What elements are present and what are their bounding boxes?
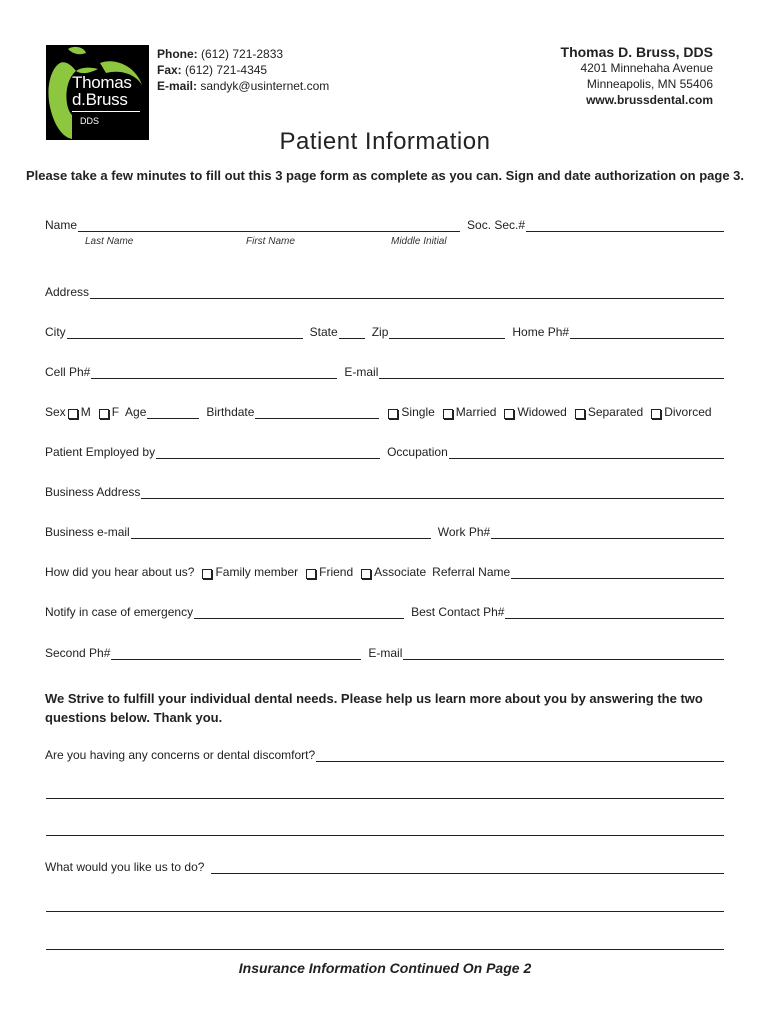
city-label: City bbox=[45, 325, 66, 339]
page-title: Patient Information bbox=[279, 128, 491, 155]
goals-row bbox=[45, 860, 725, 874]
office-city: Minneapolis, MN 55406 bbox=[586, 77, 713, 91]
referral-question: How did you hear about us? bbox=[45, 565, 195, 579]
second-email-label: E-mail bbox=[368, 646, 403, 660]
goals-field-3[interactable] bbox=[46, 937, 724, 950]
address-label: Address bbox=[45, 285, 90, 299]
sex-label: Sex bbox=[45, 405, 66, 419]
home-phone-field[interactable] bbox=[570, 326, 724, 339]
best-contact-label: Best Contact Ph# bbox=[411, 605, 505, 619]
ssn-field[interactable] bbox=[526, 219, 724, 232]
last-name-sublabel: Last Name bbox=[85, 236, 134, 247]
business-email-field[interactable] bbox=[131, 526, 431, 539]
name-label: Name bbox=[45, 218, 78, 232]
friend-label: Friend bbox=[319, 565, 354, 579]
concerns-row bbox=[45, 748, 725, 762]
fax-value: (612) 721-4345 bbox=[185, 63, 268, 77]
zip-field[interactable] bbox=[389, 326, 505, 339]
city-field[interactable] bbox=[67, 326, 303, 339]
phone-label: Phone: bbox=[157, 47, 198, 61]
employer-label: Patient Employed by bbox=[45, 445, 156, 459]
business-email-row bbox=[45, 525, 725, 539]
ssn-label: Soc. Sec.# bbox=[467, 218, 526, 232]
separated-checkbox[interactable] bbox=[575, 409, 585, 419]
state-label: State bbox=[309, 325, 338, 339]
strive-message: We Strive to fulfill your individual dental needs. Please help us learn more about you by answering the two questions below. Thank you. bbox=[45, 691, 703, 725]
sex-m-checkbox[interactable] bbox=[68, 409, 78, 419]
friend-checkbox[interactable] bbox=[306, 569, 316, 579]
family-member-checkbox[interactable] bbox=[202, 569, 212, 579]
associate-checkbox[interactable] bbox=[361, 569, 371, 579]
address-row bbox=[45, 285, 725, 299]
family-member-label: Family member bbox=[215, 565, 299, 579]
concerns-row-2 bbox=[45, 786, 725, 799]
best-contact-field[interactable] bbox=[505, 606, 724, 619]
employer-row bbox=[45, 445, 725, 459]
name-field[interactable] bbox=[78, 219, 460, 232]
work-phone-field[interactable] bbox=[491, 526, 724, 539]
second-email-field[interactable] bbox=[403, 647, 724, 660]
phone-value: (612) 721-2833 bbox=[201, 47, 284, 61]
business-address-field[interactable] bbox=[141, 486, 724, 499]
email-field-label: E-mail bbox=[344, 365, 379, 379]
middle-initial-sublabel: Middle Initial bbox=[391, 236, 447, 247]
emergency-row bbox=[45, 605, 725, 619]
goals-field-1[interactable] bbox=[211, 861, 724, 874]
state-field[interactable] bbox=[339, 326, 365, 339]
concerns-field-1[interactable] bbox=[316, 749, 724, 762]
second-phone-row bbox=[45, 646, 725, 660]
emergency-label: Notify in case of emergency bbox=[45, 605, 194, 619]
sex-m-label: M bbox=[80, 405, 91, 419]
email-label: E-mail: bbox=[157, 79, 198, 93]
doctor-name: Thomas D. Bruss, DDS bbox=[560, 44, 713, 60]
referral-name-label: Referral Name bbox=[432, 565, 511, 579]
sex-row bbox=[45, 405, 725, 419]
referral-name-field[interactable] bbox=[511, 566, 724, 579]
widowed-label: Widowed bbox=[517, 405, 567, 419]
emergency-field[interactable] bbox=[194, 606, 404, 619]
married-checkbox[interactable] bbox=[443, 409, 453, 419]
contact-block bbox=[157, 46, 329, 94]
logo-suffix: DDS bbox=[80, 116, 100, 126]
concerns-row-3 bbox=[45, 823, 725, 836]
logo-line2: d.Bruss bbox=[72, 90, 128, 109]
sex-f-label: F bbox=[111, 405, 120, 419]
first-name-sublabel: First Name bbox=[246, 236, 295, 247]
occupation-field[interactable] bbox=[449, 446, 724, 459]
separated-label: Separated bbox=[587, 405, 644, 419]
concerns-field-3[interactable] bbox=[46, 823, 724, 836]
goals-row-3 bbox=[45, 937, 725, 950]
logo-line1: Thomas bbox=[72, 73, 132, 92]
office-street: 4201 Minnehaha Avenue bbox=[580, 61, 713, 75]
footer-note: Insurance Information Continued On Page 2 bbox=[238, 960, 532, 976]
age-label: Age bbox=[125, 405, 147, 419]
referral-row bbox=[45, 565, 725, 579]
divorced-label: Divorced bbox=[664, 405, 712, 419]
concerns-question: Are you having any concerns or dental discomfort? bbox=[45, 748, 316, 762]
work-phone-label: Work Ph# bbox=[437, 525, 491, 539]
cell-field[interactable] bbox=[91, 366, 337, 379]
business-email-label: Business e-mail bbox=[45, 525, 130, 539]
business-address-label: Business Address bbox=[45, 485, 141, 499]
office-block bbox=[561, 44, 713, 108]
practice-logo bbox=[46, 45, 149, 140]
age-field[interactable] bbox=[147, 406, 199, 419]
birthdate-label: Birthdate bbox=[206, 405, 255, 419]
married-label: Married bbox=[455, 405, 497, 419]
occupation-label: Occupation bbox=[387, 445, 448, 459]
second-phone-field[interactable] bbox=[111, 647, 361, 660]
home-phone-label: Home Ph# bbox=[512, 325, 570, 339]
address-field[interactable] bbox=[90, 286, 724, 299]
sex-f-checkbox[interactable] bbox=[99, 409, 109, 419]
single-checkbox[interactable] bbox=[388, 409, 398, 419]
name-row bbox=[45, 218, 725, 232]
business-address-row bbox=[45, 485, 725, 499]
single-label: Single bbox=[401, 405, 435, 419]
second-phone-label: Second Ph# bbox=[45, 646, 111, 660]
widowed-checkbox[interactable] bbox=[504, 409, 514, 419]
instructions: Please take a few minutes to fill out this 3 page form as complete as you can. Sign and date authorization on page 3. bbox=[25, 168, 745, 183]
associate-label: Associate bbox=[374, 565, 427, 579]
city-row bbox=[45, 325, 725, 339]
fax-label: Fax: bbox=[157, 63, 182, 77]
office-website: www.brussdental.com bbox=[586, 93, 713, 107]
email-field[interactable] bbox=[379, 366, 724, 379]
divorced-checkbox[interactable] bbox=[651, 409, 661, 419]
cell-row bbox=[45, 365, 725, 379]
birthdate-field[interactable] bbox=[255, 406, 379, 419]
zip-label: Zip bbox=[371, 325, 389, 339]
email-value: sandyk@usinternet.com bbox=[200, 79, 330, 93]
goals-row-2 bbox=[45, 899, 725, 912]
cell-label: Cell Ph# bbox=[45, 365, 91, 379]
goals-field-2[interactable] bbox=[46, 899, 724, 912]
goals-question: What would you like us to do? bbox=[45, 860, 205, 874]
concerns-field-2[interactable] bbox=[46, 786, 724, 799]
employer-field[interactable] bbox=[156, 446, 380, 459]
